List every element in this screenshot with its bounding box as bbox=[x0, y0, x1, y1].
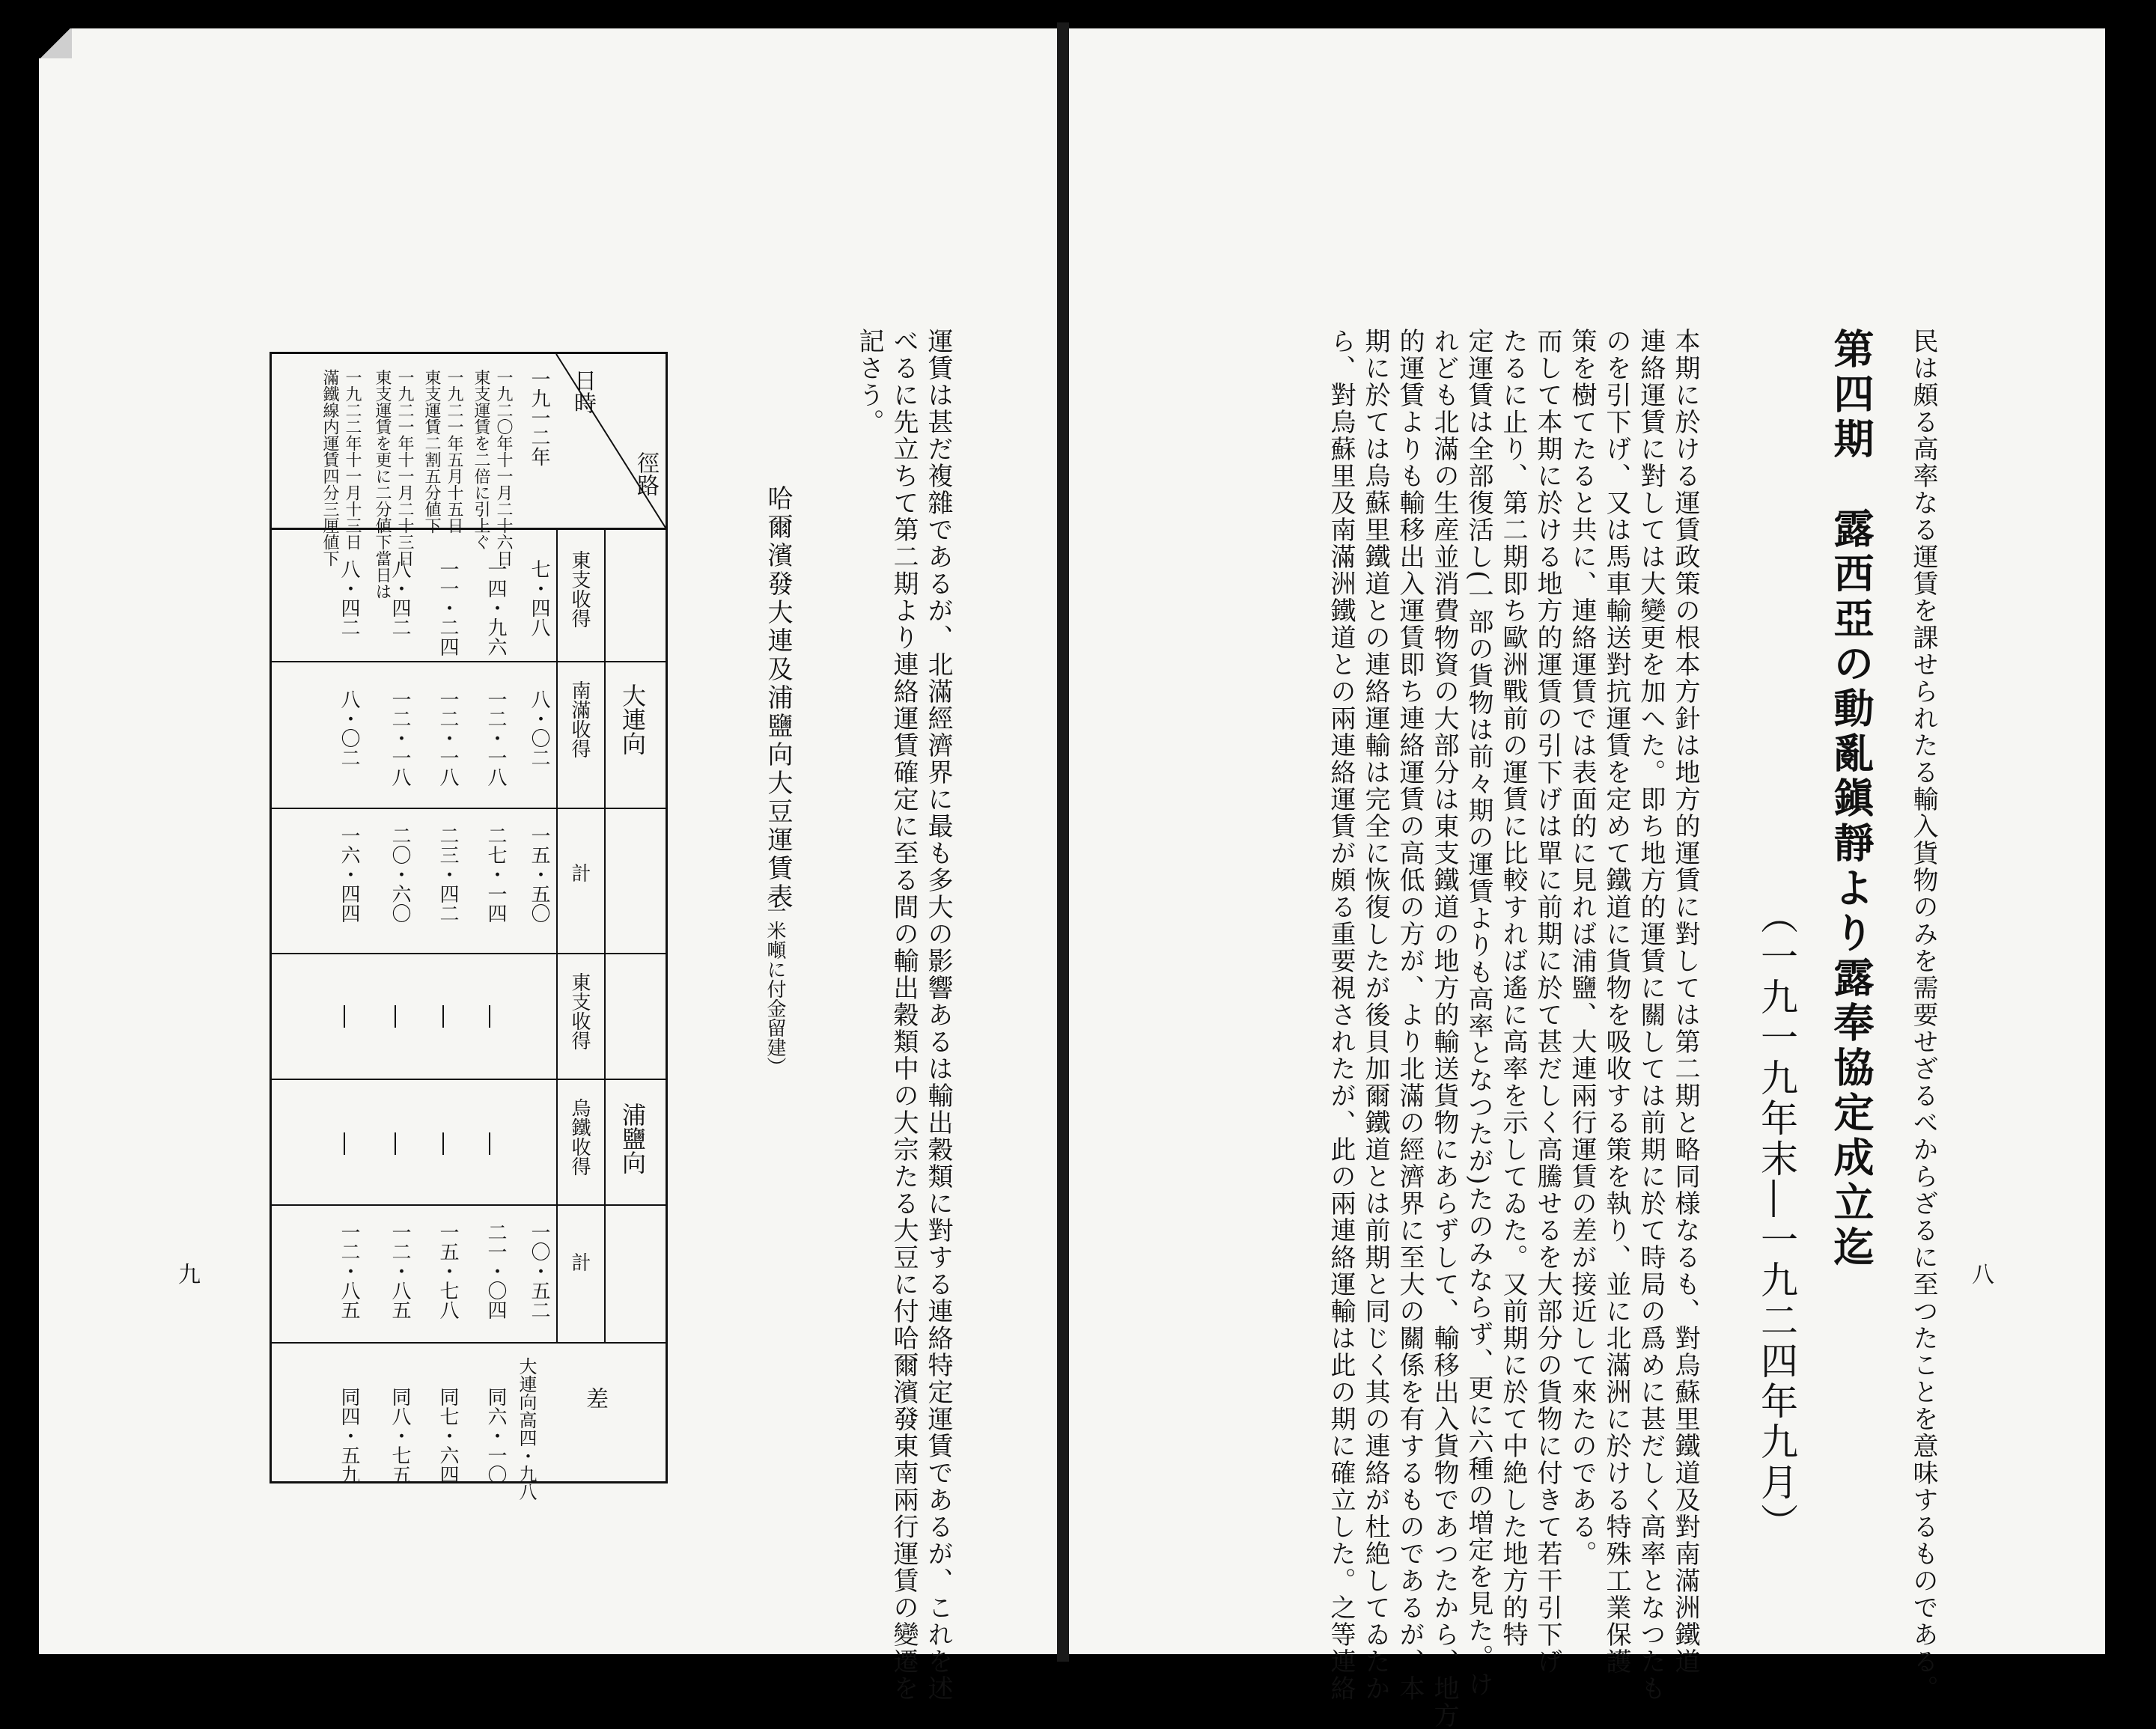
body-column: たるに止り、第二期即ち歐洲戰前の運賃に比較すれば遙に高率を示してゐた。又前期に於て中絶した地方的特 bbox=[1498, 328, 1528, 1648]
table-divider bbox=[272, 661, 666, 662]
body-column: 本期に於ける運賃政策の根本方針は地方的運賃に對しては第二期と略同様なるも、對烏蘇里鐵道及對南滿洲鐵道 bbox=[1670, 328, 1700, 1675]
col-header: 差 bbox=[582, 1387, 608, 1409]
col-header: 南滿收得 bbox=[568, 680, 591, 758]
table-cell: 一二・一八 bbox=[484, 689, 507, 787]
section-heading: 第四期 露西亞の動亂鎭靜より露奉協定成立迄 bbox=[1827, 328, 1875, 1271]
table-cell: 一二・一八 bbox=[436, 689, 459, 787]
empty-cell-dash bbox=[344, 1005, 345, 1028]
header-divider bbox=[604, 528, 606, 1342]
page-corner-fold bbox=[39, 28, 72, 58]
empty-cell-dash bbox=[395, 1132, 396, 1155]
table-cell: 大連向高四・九八 bbox=[516, 1357, 537, 1501]
body-column: 期に於ては烏蘇里鐵道との連絡運輸は完全に恢復したが後貝加爾鐵道とは前期と同じく其の連絡が杜絶してゐたか bbox=[1360, 328, 1390, 1702]
row-note: 東支運賃を更に二分値下當日は bbox=[373, 369, 392, 600]
table-cell: 一〇・五二 bbox=[528, 1222, 550, 1320]
table-cell: 八・〇二 bbox=[528, 689, 550, 767]
table-cell: 一二・八五 bbox=[338, 1222, 360, 1320]
empty-cell-dash bbox=[489, 1132, 490, 1155]
table-unit-note: （一米噸に付金留建） bbox=[764, 882, 786, 1076]
group-vladivostok-header: 浦鹽向 bbox=[618, 1103, 647, 1174]
empty-cell-dash bbox=[489, 1005, 490, 1028]
table-divider bbox=[272, 953, 666, 954]
table-cell: 一一・二四 bbox=[436, 559, 459, 656]
empty-cell-dash bbox=[442, 1005, 444, 1028]
body-column: れども北滿の生産並消費物資の大部分は東支鐵道の地方的輸送貨物にあらずして、輸移出入貨物であつたから、地方 bbox=[1429, 328, 1459, 1729]
body-column: 連絡運賃に對しては大變更を加へた。即ち地方的運賃に關しては前期に於て時局の爲めに甚だしく高率となつたも bbox=[1636, 328, 1666, 1702]
right-page bbox=[1069, 28, 2105, 1729]
page-number: 八 bbox=[1972, 1262, 1994, 1288]
table-cell: 八・四二 bbox=[338, 559, 360, 637]
table-cell: 一五・五〇 bbox=[528, 826, 550, 923]
table-cell: 二〇・六〇 bbox=[389, 826, 411, 923]
freight-rate-table bbox=[270, 352, 668, 1501]
table-cell: 同七・六四 bbox=[436, 1387, 459, 1484]
group-dalian-header: 大連向 bbox=[618, 683, 647, 755]
col-header: 東支收得 bbox=[568, 550, 591, 628]
row-date: 一九二〇年十一月二十六日 bbox=[494, 369, 513, 567]
body-column: 定運賃は全部復活し(一部の貨物は前々期の運賃よりも高率となつたが)たのみならず、更に六種の増定を見た。け bbox=[1464, 328, 1493, 1698]
table-cell: 一六・四四 bbox=[338, 826, 360, 923]
row-date: 一九二一年十一月二十三日 bbox=[395, 369, 414, 567]
table-cell: 一五・七八 bbox=[436, 1222, 459, 1320]
body-column: 策を樹てたると共に、連絡運賃では表面的に見れば浦鹽、大連兩行運賃の差が接近して來たのである。 bbox=[1567, 328, 1597, 1567]
header-divider bbox=[556, 528, 558, 1342]
table-cell: 一二・八五 bbox=[389, 1222, 411, 1320]
body-column: のを引下げ、又は馬車輸送對抗運賃を定めて鐵道に貨物を吸收する策を執り、並に北滿洲に於ける特殊工業保護 bbox=[1601, 328, 1631, 1675]
body-column: 民は頗る高率なる運賃を課せられたる輸入貨物のみを需要せざるべからざるに至つたことを意味するものである。 bbox=[1908, 328, 1938, 1702]
table-cell: 七・四八 bbox=[528, 559, 550, 637]
row-note: 東支運賃二割五分値下 bbox=[422, 369, 441, 534]
table-cell: 二三・四二 bbox=[436, 826, 459, 923]
corner-date-label: 日時 bbox=[570, 369, 596, 414]
row-note: 滿鐵線内運賃四分三厘値下 bbox=[320, 369, 339, 567]
table-cell: 一二・一八 bbox=[389, 689, 411, 787]
table-divider bbox=[272, 1342, 666, 1344]
row-date: 一九一二年 bbox=[528, 369, 550, 466]
page-number: 九 bbox=[178, 1262, 201, 1288]
table-divider bbox=[272, 808, 666, 809]
col-header: 計 bbox=[568, 1252, 591, 1272]
book-spine bbox=[1057, 22, 1069, 1662]
corner-route-label: 徑路 bbox=[633, 451, 659, 496]
col-header: 東支收得 bbox=[568, 972, 591, 1050]
table-cell: 二一・〇四 bbox=[484, 1222, 507, 1320]
empty-cell-dash bbox=[442, 1132, 444, 1155]
body-column: 而して本期に於ける地方的運賃の引下げは單に前期に於て甚だしく高騰せるを大部分の貨物に付きて若干引下げ bbox=[1532, 328, 1562, 1675]
body-column: 記さう。 bbox=[854, 328, 884, 436]
row-date: 一九二一年五月十五日 bbox=[445, 369, 463, 534]
left-page bbox=[39, 28, 1057, 1702]
empty-cell-dash bbox=[395, 1005, 396, 1028]
body-column: ら、對烏蘇里及南滿洲鐵道との兩連絡運賃が頗る重要視されたが、此の兩連絡運輸は此の期に確立した。之等連絡 bbox=[1326, 328, 1356, 1702]
body-column: 的運賃よりも輸移出入運賃即ち連絡運賃の高低の方が、より北滿の經濟界に至大の關係を有するものであるが、本 bbox=[1395, 328, 1425, 1702]
row-date: 一九二二年十一月十三日 bbox=[343, 369, 362, 550]
row-note: 東支運賃を二倍に引上ぐ bbox=[472, 369, 490, 550]
table-cell: 同八・七五 bbox=[389, 1387, 411, 1484]
empty-cell-dash bbox=[344, 1132, 345, 1155]
table-cell: 八・〇二 bbox=[338, 689, 360, 767]
table-divider bbox=[272, 1079, 666, 1080]
col-header: 計 bbox=[568, 863, 591, 882]
col-header: 烏鐵收得 bbox=[568, 1098, 591, 1176]
table-cell: 同六・一〇 bbox=[484, 1387, 507, 1484]
table-title: 哈爾濱發大連及浦鹽向大豆運賃表 bbox=[763, 485, 793, 912]
table-cell: 一四・九六 bbox=[484, 559, 507, 656]
table-cell: 同四・五九 bbox=[338, 1387, 360, 1484]
table-cell: 八・四二 bbox=[389, 559, 411, 637]
body-column: べるに先立ちて第二期より連絡運賃確定に至る間の輸出穀類中の大宗たる大豆に付哈爾濱發東南兩行運賃の變遷を bbox=[889, 328, 919, 1702]
table-cell: 二七・一四 bbox=[484, 826, 507, 923]
period-dates: （一九一九年末―一九二四年九月） bbox=[1755, 897, 1798, 1543]
table-divider bbox=[272, 1204, 666, 1206]
body-column: 運賃は甚だ複雜であるが、北滿經濟界に最も多大の影響あるは輸出穀類に對する連絡特定運賃であるが、これを述 bbox=[923, 328, 953, 1702]
